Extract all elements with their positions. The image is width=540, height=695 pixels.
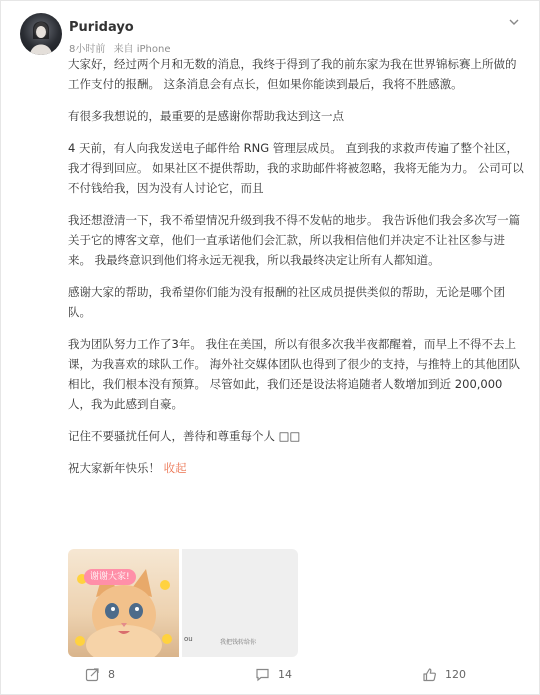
- collapse-link[interactable]: 收起: [163, 461, 187, 475]
- post-meta: [69, 40, 176, 55]
- repost-icon: [85, 667, 100, 682]
- new-year-greeting: 祝大家新年快乐！: [68, 461, 160, 475]
- image-gallery: [68, 549, 298, 657]
- username[interactable]: Puridayo: [69, 20, 134, 35]
- comment-count: 14: [278, 668, 292, 681]
- post-time[interactable]: 8小时前: [69, 44, 106, 55]
- post-source: 来自 iPhone: [113, 44, 171, 55]
- image-caption: 我把钱转给你: [220, 639, 257, 646]
- post-paragraph: 大家好，经过两个月和无数的消息，我终于得到了我的前东家为我在世界锦标赛上所做的工作支付的报酬。 这条消息会有点长，但如果你能读到最后，我将不胜感激。: [68, 57, 517, 91]
- post-paragraph-last: [68, 458, 524, 478]
- comment-icon: [255, 667, 270, 682]
- post-body: [68, 54, 524, 490]
- chat-screenshot-image[interactable]: [182, 549, 298, 657]
- post-paragraph: 有很多我想说的，最重要的是感谢你帮助我达到这一点: [68, 109, 344, 123]
- post-paragraph: 我还想澄清一下，我不希望情况升级到我不得不发帖的地步。 我告诉他们我会多次写一篇关于它的博客文章，他们一直承诺他们会汇款，所以我相信他们并决定不让社区参与进来。 我最终意识到他们将永远无视我，所以我最终决定让所有人都知道。: [68, 213, 521, 267]
- comment-button[interactable]: [255, 667, 292, 682]
- post-paragraph: 4 天前，有人向我发送电子邮件给 RNG 管理层成员。 直到我的求救声传遍了整个社区，我才得到回应。 如果社区不提供帮助，我的求助邮件将被忽略，我将无能为力。 公司可以不付钱给我，因为没有人讨论它，而且: [68, 141, 524, 195]
- kitten-thank-you-image[interactable]: [68, 549, 179, 657]
- post-paragraph: 我为团队努力工作了3年。 我住在美国，所以有很多次我半夜都醒着，而早上不得不去上课，为我喜欢的球队工作。 海外社交媒体团队也得到了很少的支持，与推特上的其他团队相比，我们根本没有预算。 尽管如此，我们还是设法将追随者人数增加到近 200,000 人，我为此感到自豪。: [68, 337, 521, 411]
- post-paragraph: 记住不要骚扰任何人，善待和尊重每个人 □□: [68, 429, 301, 443]
- image-banner-text: 谢谢大家!: [84, 569, 136, 585]
- like-count: 120: [445, 668, 466, 681]
- kitten-icon: [68, 549, 179, 657]
- avatar[interactable]: [20, 13, 62, 55]
- avatar-figure-icon: [20, 13, 62, 55]
- image-side-text: ou: [184, 635, 193, 643]
- repost-button[interactable]: [85, 667, 115, 682]
- post-paragraph: 感谢大家的帮助，我希望你们能为没有报酬的社区成员提供类似的帮助，无论是哪个团队。: [68, 285, 505, 319]
- chevron-down-icon[interactable]: [507, 15, 521, 29]
- repost-count: 8: [108, 668, 115, 681]
- thumbs-up-icon: [422, 667, 437, 682]
- action-bar: [1, 667, 539, 687]
- like-button[interactable]: [422, 667, 466, 682]
